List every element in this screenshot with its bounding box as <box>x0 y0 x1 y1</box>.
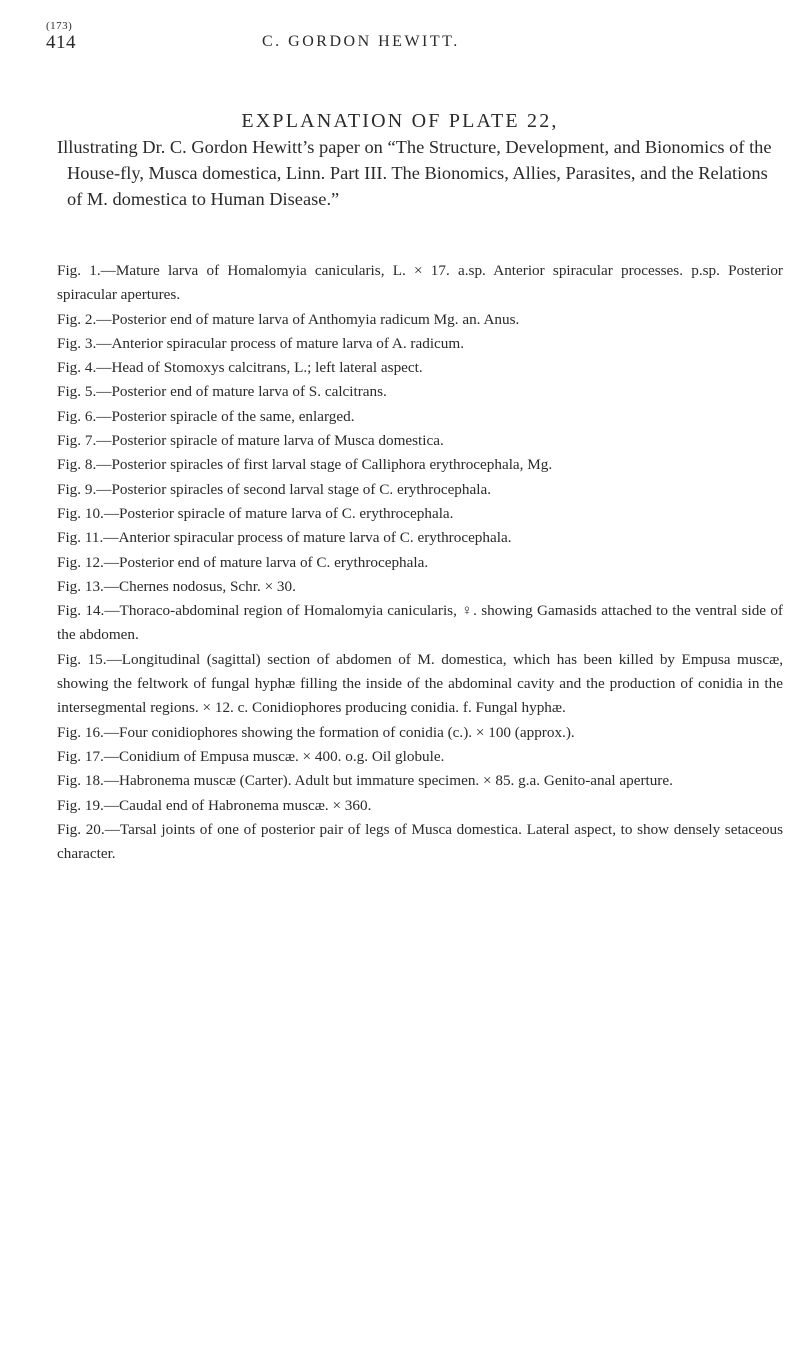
figure-text: —Anterior spiracular process of mature larva of A. radicum. <box>96 334 464 352</box>
intro-paragraph: Illustrating Dr. C. Gordon Hewitt’s paper on “The Structure, Development, and Bionomics of the House-fly, Musca domestica, Linn. Part III. The Bionomics, Allies, Parasites, and the Relations of M. domestica to Human Disease.” <box>57 137 772 210</box>
figure-label: Fig. 16. <box>57 723 104 741</box>
figure-text: —Caudal end of Habronema muscæ. × 360. <box>103 796 372 814</box>
figure-text: —Four conidiophores showing the formation of conidia (c.). × 100 (approx.). <box>103 723 575 741</box>
figure-caption <box>57 405 783 429</box>
figure-text: —Posterior spiracles of second larval stage of C. erythrocephala. <box>96 480 491 498</box>
figure-text: —Posterior spiracle of mature larva of C. erythrocephala. <box>103 504 454 522</box>
figure-caption <box>57 551 783 575</box>
figure-caption <box>57 308 783 332</box>
figure-text: —Mature larva of Homalomyia canicularis, L. × 17. a.sp. Anterior spiracular processes. p.sp. Posterior spiracular apertures. <box>57 262 783 304</box>
plate-reference: (173) <box>46 20 73 32</box>
figure-label: Fig. 3. <box>57 334 97 352</box>
figure-label: Fig. 9. <box>57 480 97 498</box>
figure-label: Fig. 19. <box>57 796 104 814</box>
figure-label: Fig. 7. <box>57 432 97 450</box>
figure-text: —Head of Stomoxys calcitrans, L.; left lateral aspect. <box>96 359 423 377</box>
figure-caption <box>57 769 783 793</box>
figure-label: Fig. 11. <box>57 529 104 547</box>
figure-label: Fig. 18. <box>57 772 104 790</box>
figure-label: Fig. 17. <box>57 747 104 765</box>
figure-text: —Habronema muscæ (Carter). Adult but immature specimen. × 85. g.a. Genito-anal aperture. <box>103 772 673 790</box>
running-head: C. GORDON HEWITT. <box>262 33 460 50</box>
figure-caption <box>57 526 783 550</box>
figure-label: Fig. 6. <box>57 407 97 425</box>
figure-caption <box>57 818 783 867</box>
figure-caption <box>57 745 783 769</box>
figure-label: Fig. 8. <box>57 456 97 474</box>
figure-caption <box>57 794 783 818</box>
figure-label: Fig. 20. <box>57 820 105 838</box>
plate-title: EXPLANATION OF PLATE 22, <box>241 110 559 132</box>
figure-caption <box>57 380 783 404</box>
figure-label: Fig. 13. <box>57 577 104 595</box>
figure-caption <box>57 575 783 599</box>
figure-text: —Chernes nodosus, Schr. × 30. <box>103 577 296 595</box>
figure-list <box>57 259 783 866</box>
page-number: 414 <box>46 32 76 53</box>
figure-label: Fig. 12. <box>57 553 104 571</box>
figure-caption <box>57 502 783 526</box>
figure-label: Fig. 4. <box>57 359 97 377</box>
figure-text: —Longitudinal (sagittal) section of abdomen of M. domestica, which has been killed by Empusa muscæ, showing the feltwork of fungal hyphæ filling the inside of the abdominal cavity and the production of conidia in the intersegmental regions. × 12. c. Conidiophores producing conidia. f. Fungal hyphæ. <box>57 650 783 717</box>
figure-text: —Posterior spiracle of mature larva of Musca domestica. <box>96 432 444 450</box>
figure-text: —Posterior end of mature larva of S. calcitrans. <box>96 383 387 401</box>
figure-caption <box>57 721 783 745</box>
figure-caption <box>57 599 783 648</box>
figure-text: —Posterior end of mature larva of Anthomyia radicum Mg. an. Anus. <box>96 310 520 328</box>
figure-text: —Anterior spiracular process of mature larva of C. erythrocephala. <box>103 529 512 547</box>
figure-label: Fig. 10. <box>57 504 104 522</box>
figure-text: —Posterior end of mature larva of C. erythrocephala. <box>103 553 429 571</box>
figure-caption <box>57 453 783 477</box>
figure-text: —Conidium of Empusa muscæ. × 400. o.g. Oil globule. <box>103 747 445 765</box>
figure-label: Fig. 15. <box>57 650 107 668</box>
figure-label: Fig. 1. <box>57 262 101 279</box>
figure-caption <box>57 332 783 356</box>
figure-label: Fig. 5. <box>57 383 97 401</box>
figure-caption <box>57 259 783 308</box>
figure-label: Fig. 14. <box>57 602 105 620</box>
figure-caption <box>57 356 783 380</box>
figure-text: —Posterior spiracles of first larval stage of Calliphora erythrocephala, Mg. <box>96 456 553 474</box>
figure-text: —Posterior spiracle of the same, enlarged. <box>96 407 355 425</box>
figure-label: Fig. 2. <box>57 310 97 328</box>
figure-caption <box>57 648 783 721</box>
figure-text: —Tarsal joints of one of posterior pair of legs of Musca domestica. Lateral aspect, to show densely setaceous character. <box>57 820 783 863</box>
figure-text: —Thoraco-abdominal region of Homalomyia canicularis, ♀. showing Gamasids attached to the ventral side of the abdomen. <box>57 602 783 644</box>
figure-caption <box>57 478 783 502</box>
figure-caption <box>57 429 783 453</box>
